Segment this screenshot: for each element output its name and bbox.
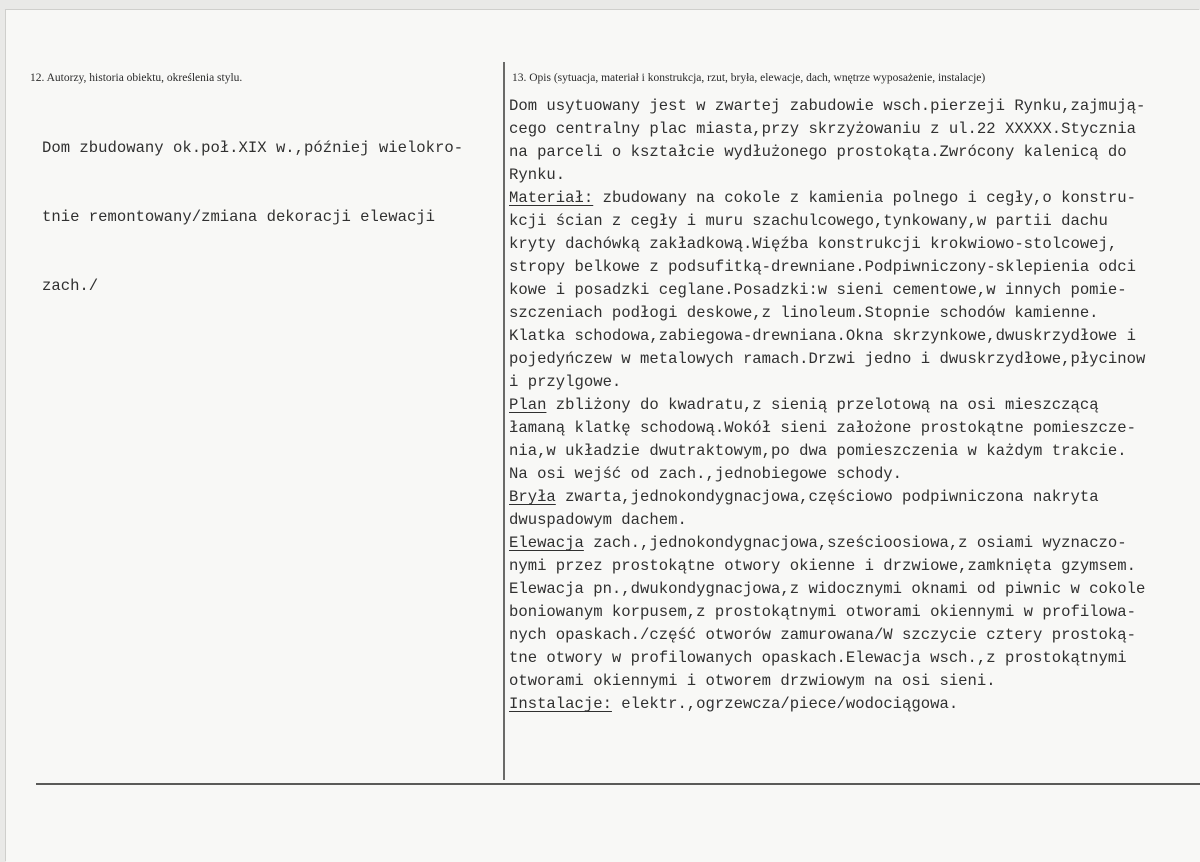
text-line	[509, 486, 1199, 509]
text-line: zach./	[42, 277, 99, 295]
line-text: boniowanym korpusem,z prostokątnymi otworami okiennymi w profilowa-	[509, 603, 1136, 621]
line-text: Na osi wejść od zach.,jednobiegowe schody.	[509, 465, 903, 483]
line-text: Elewacja pn.,dwukondygnacjowa,z widocznymi oknami od piwnic w cokole	[509, 580, 1146, 598]
line-text: zbudowany na cokole z kamienia polnego i cegły,o konstru-	[593, 189, 1136, 207]
line-text: stropy belkowe z podsufitką-drewniane.Podpiwniczony-sklepienia odci	[509, 258, 1136, 276]
underlined-term: Materiał:	[509, 189, 594, 207]
text-line	[509, 670, 1199, 693]
underlined-term: Instalacje:	[509, 695, 612, 713]
text-line	[509, 417, 1199, 440]
text-line	[509, 141, 1199, 164]
line-text: zbliżony do kwadratu,z sienią przelotową na osi mieszczącą	[546, 396, 1099, 414]
line-text: Dom usytuowany jest w zwartej zabudowie wsch.pierzeji Rynku,zajmują-	[509, 97, 1146, 115]
text-line	[509, 187, 1199, 210]
bottom-rule	[36, 783, 1200, 785]
text-line	[509, 164, 1199, 187]
line-text: elektr.,ogrzewcza/piece/wodociągowa.	[611, 695, 959, 713]
column-divider	[503, 62, 505, 780]
text-line	[509, 210, 1199, 233]
text-line	[509, 624, 1199, 647]
line-text: Klatka schodowa,zabiegowa-drewniana.Okna skrzynkowe,dwuskrzydłowe i	[509, 327, 1136, 345]
section-13-heading: 13. Opis (sytuacja, materiał i konstrukcja, rzut, bryła, elewacje, dach, wnętrze wyposażenie, instalacje)	[512, 72, 986, 84]
line-text: kcji ścian z cegły i muru szachulcowego,tynkowany,w partii dachu	[509, 212, 1108, 230]
text-line	[509, 233, 1199, 256]
text-line	[509, 555, 1199, 578]
text-line	[509, 325, 1199, 348]
text-line	[509, 95, 1199, 118]
line-text: dwuspadowym dachem.	[509, 511, 687, 529]
text-line	[509, 394, 1199, 417]
line-text: pojedyńczew w metalowych ramach.Drzwi jedno i dwuskrzydłowe,płycinow	[509, 350, 1146, 368]
section-13-text	[509, 95, 1199, 716]
underlined-term: Elewacja	[509, 534, 584, 552]
text-line	[509, 509, 1199, 532]
line-text: szczeniach podłogi deskowe,z linoleum.Stopnie schodów kamienne.	[509, 304, 1099, 322]
text-line	[509, 348, 1199, 371]
text-line	[509, 532, 1199, 555]
line-text: nymi przez prostokątne otwory okienne i drzwiowe,zamknięta gzymsem.	[509, 557, 1136, 575]
text-line	[509, 256, 1199, 279]
text-line	[509, 118, 1199, 141]
text-line	[509, 302, 1199, 325]
section-12-text	[42, 91, 463, 321]
line-text: zwarta,jednokondygnacjowa,częściowo podpiwniczona nakryta	[555, 488, 1099, 506]
text-line	[509, 578, 1199, 601]
text-line	[509, 440, 1199, 463]
section-12-heading: 12. Autorzy, historia obiektu, określenia stylu.	[30, 72, 243, 84]
line-text: Rynku.	[509, 166, 566, 184]
line-text: i przylgowe.	[509, 373, 622, 391]
line-text: nych opaskach./część otworów zamurowana/W szczycie cztery prostoką-	[509, 626, 1136, 644]
line-text: łamaną klatkę schodową.Wokół sieni założone prostokątne pomieszcze-	[509, 419, 1136, 437]
line-text: otworami okiennymi i otworem drzwiowym na osi sieni.	[509, 672, 996, 690]
text-line	[509, 371, 1199, 394]
line-text: kryty dachówką zakładkową.Więźba konstrukcji krokwiowo-stolcowej,	[509, 235, 1118, 253]
text-line: Dom zbudowany ok.poł.XIX w.,później wielokro-	[42, 139, 464, 157]
text-line: tnie remontowany/zmiana dekoracji elewacji	[42, 208, 436, 226]
line-text: tne otwory w profilowanych opaskach.Elewacja wsch.,z prostokątnymi	[509, 649, 1127, 667]
text-line	[509, 463, 1199, 486]
line-text: nia,w układzie dwutraktowym,po dwa pomieszczenia w każdym trakcie.	[509, 442, 1127, 460]
text-line	[509, 693, 1199, 716]
text-line	[509, 279, 1199, 302]
line-text: kowe i posadzki ceglane.Posadzki:w sieni cementowe,w innych pomie-	[509, 281, 1127, 299]
line-text: zach.,jednokondygnacjowa,sześcioosiowa,z osiami wyznaczo-	[583, 534, 1127, 552]
line-text: na parceli o kształcie wydłużonego prostokąta.Zwrócony kalenicą do	[509, 143, 1127, 161]
line-text: cego centralny plac miasta,przy skrzyżowaniu z ul.22 XXXXX.Stycznia	[509, 120, 1136, 138]
underlined-term: Bryła	[509, 488, 556, 506]
text-line	[509, 601, 1199, 624]
text-line	[509, 647, 1199, 670]
underlined-term: Plan	[509, 396, 547, 414]
